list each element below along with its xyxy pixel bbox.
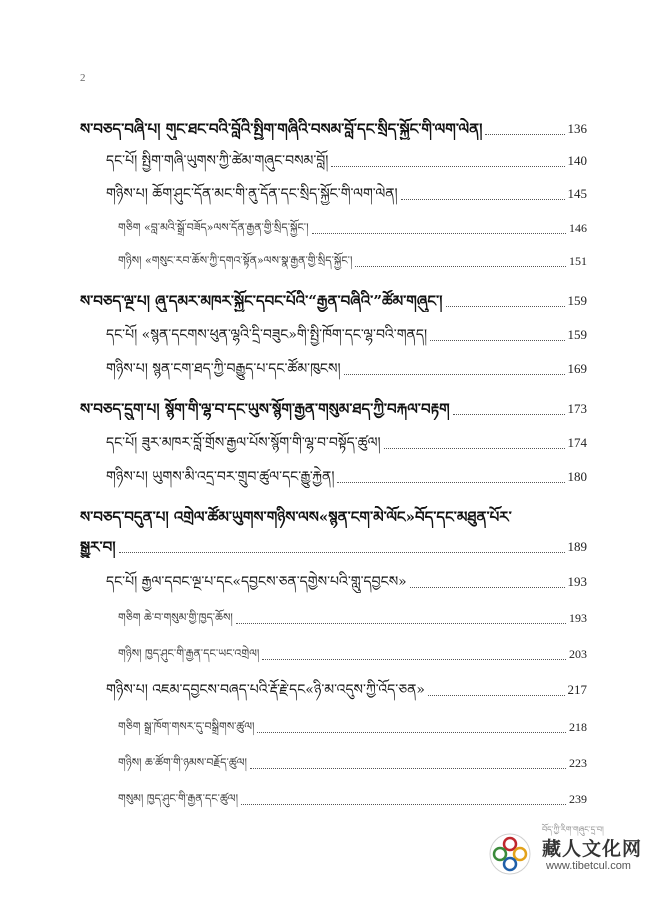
toc-entry[interactable] (106, 358, 587, 380)
toc-entry-page: 146 (569, 221, 587, 235)
toc-leader-dots (485, 134, 564, 135)
toc-entry-title: ས་བཅད་ལྔ་པ། ཞུ་དམར་མཁར་སྐྱོང་དབང་པོའི་“རྒྱན་བཞིའི་”ཚོམ་གཞུང་། (80, 292, 443, 310)
toc-entry[interactable] (118, 217, 587, 239)
toc-entry-title: གཅིག སྒྲ་ཁོག་གསར་དུ་བསྒྲིགས་ཚུལ། (118, 720, 255, 733)
toc-leader-dots (119, 552, 565, 553)
toc-entry-page: 159 (567, 327, 587, 342)
toc-leader-dots (262, 659, 566, 660)
toc-entry-page: 173 (567, 401, 587, 416)
toc-entry[interactable] (118, 788, 587, 810)
page-number: 2 (80, 72, 86, 84)
toc-entry[interactable] (106, 324, 587, 346)
toc-leader-dots (241, 804, 566, 805)
toc-leader-dots (446, 306, 565, 307)
toc-entry[interactable] (80, 398, 587, 420)
toc-entry-page: 223 (569, 756, 587, 770)
toc-entry[interactable] (118, 752, 587, 774)
toc-entry-title: དང་པོ། སྤྱིག་གཞི་ཡུགས་ཀྱི་ཚེམ་གཞུང་བསམ་བློ། (106, 153, 329, 169)
toc-entry-title: གསུམ། ཁྱད་ཤུང་གི་རྒྱན་དང་ཚུལ། (118, 792, 239, 805)
toc-entry[interactable] (118, 643, 587, 665)
toc-entry-page: 169 (567, 361, 587, 376)
toc-entry-page: 145 (567, 186, 587, 201)
toc-entry[interactable] (80, 506, 587, 528)
toc-leader-dots (453, 414, 565, 415)
watermark-url: www.tibetcul.com (546, 860, 631, 872)
toc-leader-dots (430, 340, 564, 341)
toc-leader-dots (355, 266, 566, 267)
toc-entry-title: གཉིས། «གསུང་རབ་ཆོས་ཀྱི་དགའ་སྟོན»ལས་སྣ་རྒྱན་གྱི་སྲིད་སྐྱོང་། (118, 254, 353, 267)
toc-entry-title: ས་བཅད་བདུན་པ། འགྲེལ་ཚོམ་ཡུགས་གཉིས་ལས«སྙན་ངག་མེ་ལོང»བོད་དང་མཐུན་པོར་ (80, 508, 512, 526)
toc-leader-dots (384, 448, 565, 449)
toc-entry-title: གཉིས། ཆ་ཚོག་གི་ཉམས་བརྗོད་ཚུལ། (118, 756, 247, 769)
toc-entry-title: གཉིས་པ། ཆོག་ཤུང་དོན་མང་གི་ནུ་དོན་དང་སྲིད་སྐྱོང་གི་ལག་ལེན། (106, 186, 398, 202)
toc-leader-dots (337, 482, 564, 483)
toc-entry-title: གཉིས་པ། སྙན་ངག་ཐད་ཀྱི་བརྒྱུད་པ་དང་ཚོམ་ཁུངས། (106, 361, 341, 377)
toc-entry-page: 217 (567, 682, 587, 697)
toc-entry-title: དང་པོ། ཟུར་མཁར་བློ་གྲོས་རྒྱལ་པོས་སྙོག་གི་ལྷ་བ་བསྟོད་ཚུལ། (106, 435, 381, 451)
toc-entry[interactable] (106, 150, 587, 172)
toc-leader-dots (257, 732, 566, 733)
toc-leader-dots (312, 233, 566, 234)
toc-entry-page: 180 (567, 469, 587, 484)
toc-entry-title: གཉིས་པ། འཇམ་དབྱངས་བཞད་པའི་རྡོ་རྗེ་དང«ཉི་མ་འདུས་ཀྱི་འོད་ཅན» (106, 682, 425, 698)
toc-entry[interactable] (80, 536, 587, 558)
endless-knot-icon (488, 832, 532, 876)
toc-entry-page: 174 (567, 435, 587, 450)
watermark-tibetan: བོད་ཀྱི་རིག་གཞུང་དྲ་བ། (542, 825, 604, 834)
toc-entry-page: 136 (567, 121, 587, 136)
toc-leader-dots (331, 166, 564, 167)
toc-entry-page: 193 (569, 611, 587, 625)
toc-entry-page: 189 (567, 539, 587, 554)
toc-entry[interactable] (106, 679, 587, 701)
watermark-logo (488, 818, 643, 880)
toc-leader-dots (401, 199, 565, 200)
toc-entry[interactable] (118, 250, 587, 272)
toc-entry-page: 140 (567, 153, 587, 168)
toc-entry-page: 159 (567, 293, 587, 308)
toc-entry[interactable] (106, 183, 587, 205)
toc-entry-title: ས་བཅད་བཞི་པ། གུང་ཐང་བའི་བློའི་སྤྱིག་གཞིའི་བསམ་བློ་དང་སྲིད་སྐྱོང་གི་ལག་ལེན། (80, 120, 483, 138)
toc-entry[interactable] (106, 571, 587, 593)
toc-entry-title: གཉིས་པ། ཡུགས་མི་འདྲ་བར་གྲུབ་ཚུལ་དང་རྒྱུ་རྐྱེན། (106, 469, 335, 485)
toc-entry-title: སྒྱུར་བ། (80, 538, 116, 556)
toc-entry-title: གཅིག ཆེ་བ་གསུམ་གྱི་ཁྱད་ཆོས། (118, 611, 233, 624)
toc-leader-dots (344, 374, 565, 375)
toc-leader-dots (236, 623, 566, 624)
toc-entry-title: གཅིག «བླ་མའི་སྒྲོ་བཟོད»ལས་དོན་རྒྱན་གྱི་སྲིད་སྐྱོང་། (118, 221, 309, 234)
toc-entry[interactable] (118, 716, 587, 738)
toc-entry-page: 193 (567, 574, 587, 589)
toc-entry[interactable] (106, 432, 587, 454)
toc-entry[interactable] (80, 290, 587, 312)
toc-entry-title: གཉིས། ཁྱད་ཤུང་གི་རྒྱན་དང་ཡང་འགྲེལ། (118, 647, 260, 660)
toc-leader-dots (428, 695, 565, 696)
toc-entry-title: དང་པོ། «སྙན་དངགས་ཕུན་ལྷའི་དྲི་བཟུང»གི་སྤྱི་ཁོག་དང་ལྷ་བའི་གནད། (106, 327, 428, 343)
toc-entry[interactable] (118, 607, 587, 629)
toc-leader-dots (250, 768, 566, 769)
toc-entry-page: 239 (569, 792, 587, 806)
toc-entry[interactable] (80, 118, 587, 140)
toc-entry-page: 218 (569, 720, 587, 734)
toc-entry[interactable] (106, 466, 587, 488)
toc-entry-title: དང་པོ། རྒྱལ་དབང་ལྔ་པ་དང«དབྱངས་ཅན་དགྱེས་པའི་གླུ་དབྱངས» (106, 574, 407, 590)
watermark-chinese: 藏人文化网 (542, 838, 643, 860)
toc-entry-page: 203 (569, 647, 587, 661)
toc-entry-page: 151 (569, 254, 587, 268)
toc-entry-title: ས་བཅད་དྲུག་པ། སྙོག་གི་ལྷ་བ་དང་ཡུས་སྙོག་རྒྱན་གསུམ་ཐད་ཀྱི་བརྐལ་བརྟག (80, 400, 450, 418)
toc-leader-dots (410, 587, 565, 588)
